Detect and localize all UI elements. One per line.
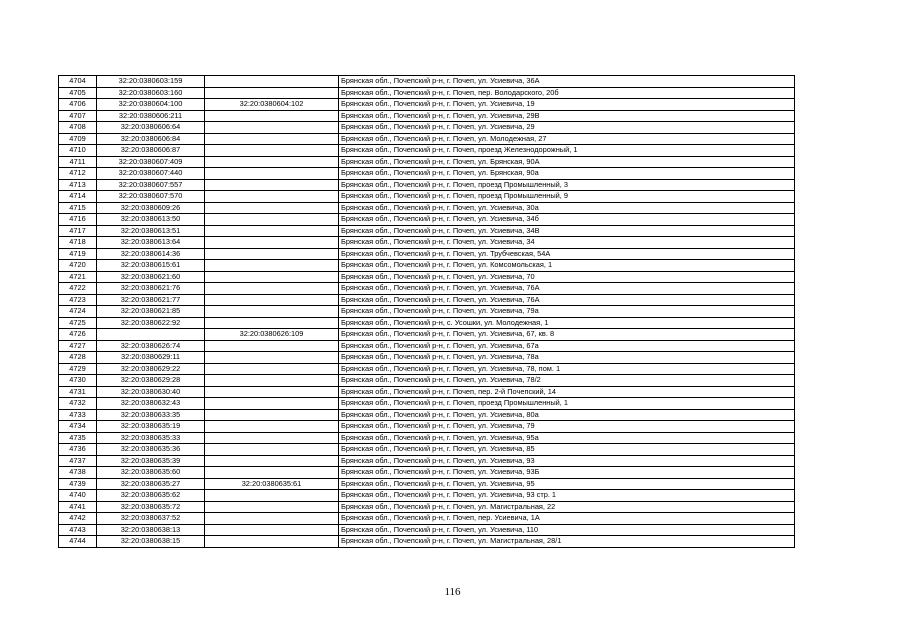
row-number-cell: 4731 — [59, 386, 97, 398]
table-row — [59, 122, 795, 134]
table-row — [59, 317, 795, 329]
row-number-cell: 4742 — [59, 513, 97, 525]
cadastral-number-cell: 32:20:0380613:64 — [97, 237, 205, 249]
parent-cadastral-cell — [205, 421, 339, 433]
parent-cadastral-cell — [205, 202, 339, 214]
cadastral-number-cell: 32:20:0380621:77 — [97, 294, 205, 306]
parent-cadastral-cell — [205, 386, 339, 398]
table-row — [59, 432, 795, 444]
row-number-cell: 4708 — [59, 122, 97, 134]
row-number-cell: 4714 — [59, 191, 97, 203]
table-row — [59, 340, 795, 352]
row-number-cell: 4734 — [59, 421, 97, 433]
parent-cadastral-cell — [205, 110, 339, 122]
row-number-cell: 4723 — [59, 294, 97, 306]
parent-cadastral-cell — [205, 156, 339, 168]
table-row — [59, 179, 795, 191]
cadastral-number-cell — [97, 329, 205, 341]
parent-cadastral-cell — [205, 248, 339, 260]
cadastral-number-cell: 32:20:0380621:60 — [97, 271, 205, 283]
address-cell: Брянская обл., Почепский р-н, г. Почеп, ул. Усиевича, 19 — [339, 99, 795, 111]
address-cell: Брянская обл., Почепский р-н, г. Почеп, ул. Усиевича, 36А — [339, 76, 795, 88]
address-cell: Брянская обл., Почепский р-н, г. Почеп, ул. Усиевича, 95 — [339, 478, 795, 490]
parent-cadastral-cell — [205, 168, 339, 180]
parent-cadastral-cell — [205, 214, 339, 226]
cadastral-number-cell: 32:20:0380607:409 — [97, 156, 205, 168]
address-cell: Брянская обл., Почепский р-н, г. Почеп, пер. 2-й Почепский, 14 — [339, 386, 795, 398]
parent-cadastral-cell — [205, 260, 339, 272]
row-number-cell: 4738 — [59, 467, 97, 479]
row-number-cell: 4712 — [59, 168, 97, 180]
parent-cadastral-cell — [205, 225, 339, 237]
row-number-cell: 4739 — [59, 478, 97, 490]
document-sheet — [58, 75, 794, 548]
cadastral-number-cell: 32:20:0380606:87 — [97, 145, 205, 157]
table-row — [59, 501, 795, 513]
address-cell: Брянская обл., Почепский р-н, с. Усошки, ул. Молодежная, 1 — [339, 317, 795, 329]
row-number-cell: 4715 — [59, 202, 97, 214]
table-row — [59, 260, 795, 272]
table-row — [59, 248, 795, 260]
row-number-cell: 4722 — [59, 283, 97, 295]
row-number-cell: 4704 — [59, 76, 97, 88]
cadastral-number-cell: 32:20:0380615:61 — [97, 260, 205, 272]
row-number-cell: 4705 — [59, 87, 97, 99]
address-cell: Брянская обл., Почепский р-н, г. Почеп, пер. Володарского, 20б — [339, 87, 795, 99]
table-row — [59, 168, 795, 180]
cadastral-number-cell: 32:20:0380603:159 — [97, 76, 205, 88]
address-cell: Брянская обл., Почепский р-н, г. Почеп, ул. Усиевича, 70 — [339, 271, 795, 283]
row-number-cell: 4733 — [59, 409, 97, 421]
cadastral-number-cell: 32:20:0380632:43 — [97, 398, 205, 410]
address-cell: Брянская обл., Почепский р-н, г. Почеп, ул. Усиевича, 93 стр. 1 — [339, 490, 795, 502]
table-row — [59, 421, 795, 433]
parent-cadastral-cell — [205, 375, 339, 387]
row-number-cell: 4719 — [59, 248, 97, 260]
row-number-cell: 4744 — [59, 536, 97, 548]
parent-cadastral-cell — [205, 444, 339, 456]
address-cell: Брянская обл., Почепский р-н, г. Почеп, ул. Усиевича, 78/2 — [339, 375, 795, 387]
table-row — [59, 490, 795, 502]
table-row — [59, 99, 795, 111]
cadastral-number-cell: 32:20:0380603:160 — [97, 87, 205, 99]
cadastral-number-cell: 32:20:0380607:440 — [97, 168, 205, 180]
row-number-cell: 4710 — [59, 145, 97, 157]
cadastral-number-cell: 32:20:0380635:39 — [97, 455, 205, 467]
row-number-cell: 4740 — [59, 490, 97, 502]
parent-cadastral-cell — [205, 87, 339, 99]
row-number-cell: 4725 — [59, 317, 97, 329]
table-body — [59, 76, 795, 548]
parent-cadastral-cell — [205, 501, 339, 513]
cadastral-number-cell: 32:20:0380613:50 — [97, 214, 205, 226]
table-row — [59, 386, 795, 398]
row-number-cell: 4735 — [59, 432, 97, 444]
address-cell: Брянская обл., Почепский р-н, г. Почеп, проезд Промышленный, 3 — [339, 179, 795, 191]
table-row — [59, 398, 795, 410]
cadastral-number-cell: 32:20:0380621:76 — [97, 283, 205, 295]
parent-cadastral-cell — [205, 317, 339, 329]
cadastral-number-cell: 32:20:0380635:60 — [97, 467, 205, 479]
parent-cadastral-cell — [205, 536, 339, 548]
cadastral-number-cell: 32:20:0380633:35 — [97, 409, 205, 421]
cadastral-number-cell: 32:20:0380629:11 — [97, 352, 205, 364]
table-row — [59, 133, 795, 145]
parent-cadastral-cell — [205, 398, 339, 410]
address-cell: Брянская обл., Почепский р-н, г. Почеп, ул. Усиевича, 29В — [339, 110, 795, 122]
cadastral-number-cell: 32:20:0380607:570 — [97, 191, 205, 203]
address-cell: Брянская обл., Почепский р-н, г. Почеп, ул. Брянская, 90а — [339, 168, 795, 180]
parent-cadastral-cell — [205, 145, 339, 157]
cadastral-number-cell: 32:20:0380635:19 — [97, 421, 205, 433]
table-row — [59, 375, 795, 387]
row-number-cell: 4709 — [59, 133, 97, 145]
address-cell: Брянская обл., Почепский р-н, г. Почеп, ул. Молодежная, 27 — [339, 133, 795, 145]
row-number-cell: 4736 — [59, 444, 97, 456]
row-number-cell: 4724 — [59, 306, 97, 318]
row-number-cell: 4743 — [59, 524, 97, 536]
table-row — [59, 455, 795, 467]
parent-cadastral-cell — [205, 191, 339, 203]
cadastral-number-cell: 32:20:0380638:15 — [97, 536, 205, 548]
table-row — [59, 271, 795, 283]
cadastral-number-cell: 32:20:0380637:52 — [97, 513, 205, 525]
parent-cadastral-cell — [205, 76, 339, 88]
cadastral-number-cell: 32:20:0380606:211 — [97, 110, 205, 122]
row-number-cell: 4728 — [59, 352, 97, 364]
table-row — [59, 352, 795, 364]
table-row — [59, 110, 795, 122]
row-number-cell: 4717 — [59, 225, 97, 237]
parent-cadastral-cell — [205, 283, 339, 295]
table-row — [59, 191, 795, 203]
address-cell: Брянская обл., Почепский р-н, г. Почеп, проезд Промышленный, 9 — [339, 191, 795, 203]
address-cell: Брянская обл., Почепский р-н, г. Почеп, ул. Магистральная, 22 — [339, 501, 795, 513]
table-row — [59, 363, 795, 375]
cadastral-register-table — [58, 75, 795, 548]
table-row — [59, 329, 795, 341]
parent-cadastral-cell — [205, 122, 339, 134]
parent-cadastral-cell: 32:20:0380604:102 — [205, 99, 339, 111]
parent-cadastral-cell — [205, 409, 339, 421]
parent-cadastral-cell — [205, 432, 339, 444]
cadastral-number-cell: 32:20:0380635:62 — [97, 490, 205, 502]
cadastral-number-cell: 32:20:0380606:64 — [97, 122, 205, 134]
parent-cadastral-cell — [205, 455, 339, 467]
cadastral-number-cell: 32:20:0380630:40 — [97, 386, 205, 398]
row-number-cell: 4741 — [59, 501, 97, 513]
page-number: 116 — [444, 586, 461, 598]
parent-cadastral-cell — [205, 513, 339, 525]
row-number-cell: 4713 — [59, 179, 97, 191]
table-row — [59, 156, 795, 168]
parent-cadastral-cell — [205, 237, 339, 249]
address-cell: Брянская обл., Почепский р-н, г. Почеп, ул. Усиевича, 85 — [339, 444, 795, 456]
row-number-cell: 4720 — [59, 260, 97, 272]
parent-cadastral-cell — [205, 294, 339, 306]
address-cell: Брянская обл., Почепский р-н, г. Почеп, ул. Магистральная, 28/1 — [339, 536, 795, 548]
address-cell: Брянская обл., Почепский р-н, г. Почеп, ул. Усиевича, 67, кв. 8 — [339, 329, 795, 341]
parent-cadastral-cell — [205, 179, 339, 191]
table-row — [59, 202, 795, 214]
parent-cadastral-cell — [205, 352, 339, 364]
address-cell: Брянская обл., Почепский р-н, г. Почеп, ул. Усиевича, 30а — [339, 202, 795, 214]
cadastral-number-cell: 32:20:0380609:26 — [97, 202, 205, 214]
address-cell: Брянская обл., Почепский р-н, г. Почеп, ул. Усиевича, 93 — [339, 455, 795, 467]
table-row — [59, 214, 795, 226]
table-row — [59, 283, 795, 295]
table-row — [59, 306, 795, 318]
table-row — [59, 76, 795, 88]
parent-cadastral-cell — [205, 133, 339, 145]
row-number-cell: 4721 — [59, 271, 97, 283]
table-row — [59, 87, 795, 99]
table-row — [59, 409, 795, 421]
row-number-cell: 4737 — [59, 455, 97, 467]
address-cell: Брянская обл., Почепский р-н, г. Почеп, проезд Железнодорожный, 1 — [339, 145, 795, 157]
parent-cadastral-cell — [205, 467, 339, 479]
address-cell: Брянская обл., Почепский р-н, г. Почеп, ул. Усиевича, 93Б — [339, 467, 795, 479]
table-row — [59, 145, 795, 157]
cadastral-number-cell: 32:20:0380613:51 — [97, 225, 205, 237]
cadastral-number-cell: 32:20:0380621:85 — [97, 306, 205, 318]
cadastral-number-cell: 32:20:0380614:36 — [97, 248, 205, 260]
parent-cadastral-cell: 32:20:0380626:109 — [205, 329, 339, 341]
parent-cadastral-cell — [205, 340, 339, 352]
parent-cadastral-cell — [205, 306, 339, 318]
row-number-cell: 4726 — [59, 329, 97, 341]
table-row — [59, 467, 795, 479]
table-row — [59, 536, 795, 548]
address-cell: Брянская обл., Почепский р-н, г. Почеп, ул. Брянская, 90А — [339, 156, 795, 168]
address-cell: Брянская обл., Почепский р-н, г. Почеп, ул. Усиевича, 76А — [339, 283, 795, 295]
cadastral-number-cell: 32:20:0380606:84 — [97, 133, 205, 145]
cadastral-number-cell: 32:20:0380635:27 — [97, 478, 205, 490]
address-cell: Брянская обл., Почепский р-н, г. Почеп, ул. Усиевича, 34б — [339, 214, 795, 226]
cadastral-number-cell: 32:20:0380626:74 — [97, 340, 205, 352]
address-cell: Брянская обл., Почепский р-н, г. Почеп, ул. Усиевича, 79а — [339, 306, 795, 318]
cadastral-number-cell: 32:20:0380607:557 — [97, 179, 205, 191]
address-cell: Брянская обл., Почепский р-н, г. Почеп, ул. Усиевича, 79 — [339, 421, 795, 433]
row-number-cell: 4718 — [59, 237, 97, 249]
address-cell: Брянская обл., Почепский р-н, г. Почеп, ул. Усиевича, 110 — [339, 524, 795, 536]
cadastral-number-cell: 32:20:0380635:33 — [97, 432, 205, 444]
row-number-cell: 4730 — [59, 375, 97, 387]
address-cell: Брянская обл., Почепский р-н, г. Почеп, ул. Усиевича, 78а — [339, 352, 795, 364]
address-cell: Брянская обл., Почепский р-н, г. Почеп, ул. Усиевича, 67а — [339, 340, 795, 352]
cadastral-number-cell: 32:20:0380635:72 — [97, 501, 205, 513]
table-row — [59, 237, 795, 249]
cadastral-number-cell: 32:20:0380638:13 — [97, 524, 205, 536]
parent-cadastral-cell — [205, 490, 339, 502]
address-cell: Брянская обл., Почепский р-н, г. Почеп, ул. Усиевича, 34В — [339, 225, 795, 237]
address-cell: Брянская обл., Почепский р-н, г. Почеп, ул. Усиевича, 95а — [339, 432, 795, 444]
address-cell: Брянская обл., Почепский р-н, г. Почеп, ул. Комсомольская, 1 — [339, 260, 795, 272]
address-cell: Брянская обл., Почепский р-н, г. Почеп, ул. Усиевича, 78, пом. 1 — [339, 363, 795, 375]
address-cell: Брянская обл., Почепский р-н, г. Почеп, пер. Усиевича, 1А — [339, 513, 795, 525]
table-row — [59, 524, 795, 536]
cadastral-number-cell: 32:20:0380622:92 — [97, 317, 205, 329]
table-row — [59, 444, 795, 456]
address-cell: Брянская обл., Почепский р-н, г. Почеп, ул. Усиевича, 76А — [339, 294, 795, 306]
row-number-cell: 4707 — [59, 110, 97, 122]
cadastral-number-cell: 32:20:0380604:100 — [97, 99, 205, 111]
cadastral-number-cell: 32:20:0380635:36 — [97, 444, 205, 456]
row-number-cell: 4729 — [59, 363, 97, 375]
parent-cadastral-cell — [205, 524, 339, 536]
row-number-cell: 4706 — [59, 99, 97, 111]
address-cell: Брянская обл., Почепский р-н, г. Почеп, проезд Промышленный, 1 — [339, 398, 795, 410]
table-row — [59, 225, 795, 237]
address-cell: Брянская обл., Почепский р-н, г. Почеп, ул. Усиевича, 34 — [339, 237, 795, 249]
address-cell: Брянская обл., Почепский р-н, г. Почеп, ул. Усиевича, 80а — [339, 409, 795, 421]
row-number-cell: 4727 — [59, 340, 97, 352]
row-number-cell: 4711 — [59, 156, 97, 168]
cadastral-number-cell: 32:20:0380629:22 — [97, 363, 205, 375]
parent-cadastral-cell — [205, 271, 339, 283]
row-number-cell: 4732 — [59, 398, 97, 410]
parent-cadastral-cell: 32:20:0380635:61 — [205, 478, 339, 490]
cadastral-number-cell: 32:20:0380629:28 — [97, 375, 205, 387]
address-cell: Брянская обл., Почепский р-н, г. Почеп, ул. Усиевича, 29 — [339, 122, 795, 134]
table-row — [59, 294, 795, 306]
table-row — [59, 478, 795, 490]
row-number-cell: 4716 — [59, 214, 97, 226]
table-row — [59, 513, 795, 525]
parent-cadastral-cell — [205, 363, 339, 375]
address-cell: Брянская обл., Почепский р-н, г. Почеп, ул. Трубчевская, 54А — [339, 248, 795, 260]
